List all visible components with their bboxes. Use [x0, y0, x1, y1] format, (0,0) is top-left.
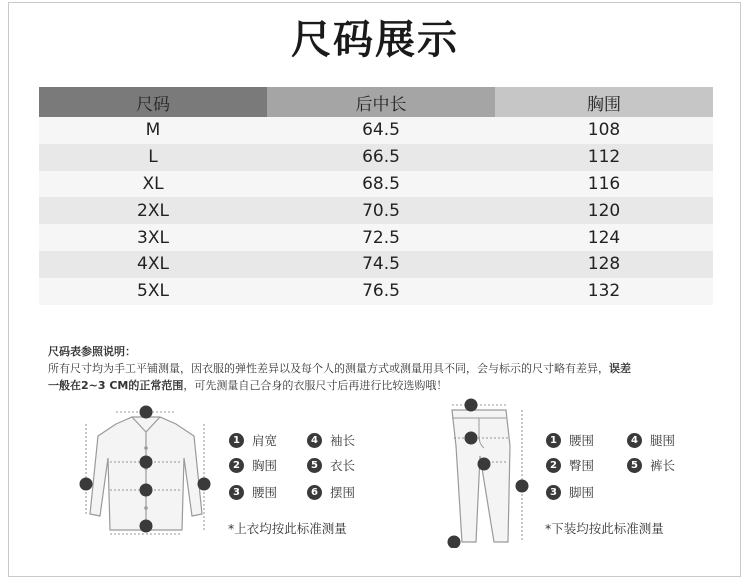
table-cell: 68.5 [267, 171, 495, 198]
legend-label: 腰围 [569, 433, 595, 448]
marker-2-icon [465, 432, 478, 445]
pants-footnote: *下装均按此标准测量 [545, 521, 664, 536]
table-cell: 120 [495, 197, 713, 224]
marker-5-icon [516, 480, 529, 493]
note-line-2 [48, 377, 718, 394]
table-cell: 112 [495, 144, 713, 171]
legend-label: 脚围 [569, 485, 595, 500]
legend-label: 衣长 [330, 458, 356, 473]
marker-4-icon [478, 458, 491, 471]
shirt-illustration [76, 402, 216, 542]
table-row [39, 251, 713, 278]
legend-item [546, 456, 594, 474]
legend-item [627, 431, 675, 449]
marker-1-icon [140, 406, 153, 419]
legend-item [627, 456, 675, 474]
legend-item [307, 431, 355, 449]
table-cell: 64.5 [267, 117, 495, 144]
table-row [39, 171, 713, 198]
legend-item [546, 483, 594, 501]
marker-6-icon [140, 520, 153, 533]
table-cell: 2XL [39, 197, 267, 224]
column-header-length: 后中长 [267, 87, 495, 117]
marker-1-icon [465, 399, 478, 412]
legend-label: 摆围 [330, 485, 356, 500]
legend-item [229, 431, 277, 449]
table-cell: 108 [495, 117, 713, 144]
page-title: 尺码展示 [291, 17, 459, 63]
marker-4-icon [80, 478, 93, 491]
table-cell: 5XL [39, 278, 267, 305]
table-cell: 128 [495, 251, 713, 278]
table-header-row [39, 87, 713, 117]
legend-number: 4 [627, 433, 642, 448]
table-cell: 132 [495, 278, 713, 305]
legend-number: 4 [307, 433, 322, 448]
table-cell: L [39, 144, 267, 171]
column-header-size: 尺码 [39, 87, 267, 117]
legend-number: 3 [546, 485, 561, 500]
legend-label: 腰围 [252, 485, 278, 500]
legend-label: 袖长 [330, 433, 356, 448]
legend-item [307, 483, 355, 501]
legend-label: 臀围 [569, 458, 595, 473]
legend-number: 5 [627, 458, 642, 473]
measurement-note [48, 343, 718, 394]
table-cell: 116 [495, 171, 713, 198]
table-cell: 74.5 [267, 251, 495, 278]
table-row [39, 144, 713, 171]
table-cell: 124 [495, 224, 713, 251]
legend-item [229, 483, 277, 501]
marker-5-icon [198, 478, 211, 491]
pants-illustration [440, 396, 540, 548]
table-row [39, 117, 713, 144]
table-cell: 70.5 [267, 197, 495, 224]
table-cell: 72.5 [267, 224, 495, 251]
legend-item [229, 456, 277, 474]
legend-number: 3 [229, 485, 244, 500]
table-cell: 4XL [39, 251, 267, 278]
legend-item [546, 431, 594, 449]
legend-label: 裤长 [650, 458, 676, 473]
table-cell: M [39, 117, 267, 144]
legend-number: 1 [546, 433, 561, 448]
legend-item [307, 456, 355, 474]
note-text: ，可先测量自己合身的衣服尺寸后再进行比较选购哦！ [183, 379, 448, 392]
legend-number: 2 [229, 458, 244, 473]
marker-3-icon [448, 536, 461, 549]
marker-3-icon [140, 484, 153, 497]
table-cell: 66.5 [267, 144, 495, 171]
table-row [39, 278, 713, 305]
note-heading: 尺码表参照说明： [48, 345, 136, 358]
legend-number: 2 [546, 458, 561, 473]
legend-label: 肩宽 [252, 433, 278, 448]
size-table [39, 87, 713, 305]
table-row [39, 197, 713, 224]
note-emphasis: 误差 [609, 362, 631, 375]
marker-2-icon [140, 456, 153, 469]
legend-number: 6 [307, 485, 322, 500]
column-header-chest: 胸围 [495, 87, 713, 117]
legend-number: 1 [229, 433, 244, 448]
table-cell: XL [39, 171, 267, 198]
note-emphasis: 一般在2~3 CM的正常范围 [48, 379, 184, 392]
shirt-footnote: *上衣均按此标准测量 [228, 521, 347, 536]
legend-label: 胸围 [252, 458, 278, 473]
legend-number: 5 [307, 458, 322, 473]
note-line-1 [48, 360, 718, 377]
legend-label: 腿围 [650, 433, 676, 448]
table-row [39, 224, 713, 251]
table-cell: 76.5 [267, 278, 495, 305]
note-text: 所有尺寸均为手工平铺测量，因衣服的弹性差异以及每个人的测量方式或测量用具不同，会与标示的尺寸略有差异， [48, 362, 609, 375]
table-cell: 3XL [39, 224, 267, 251]
